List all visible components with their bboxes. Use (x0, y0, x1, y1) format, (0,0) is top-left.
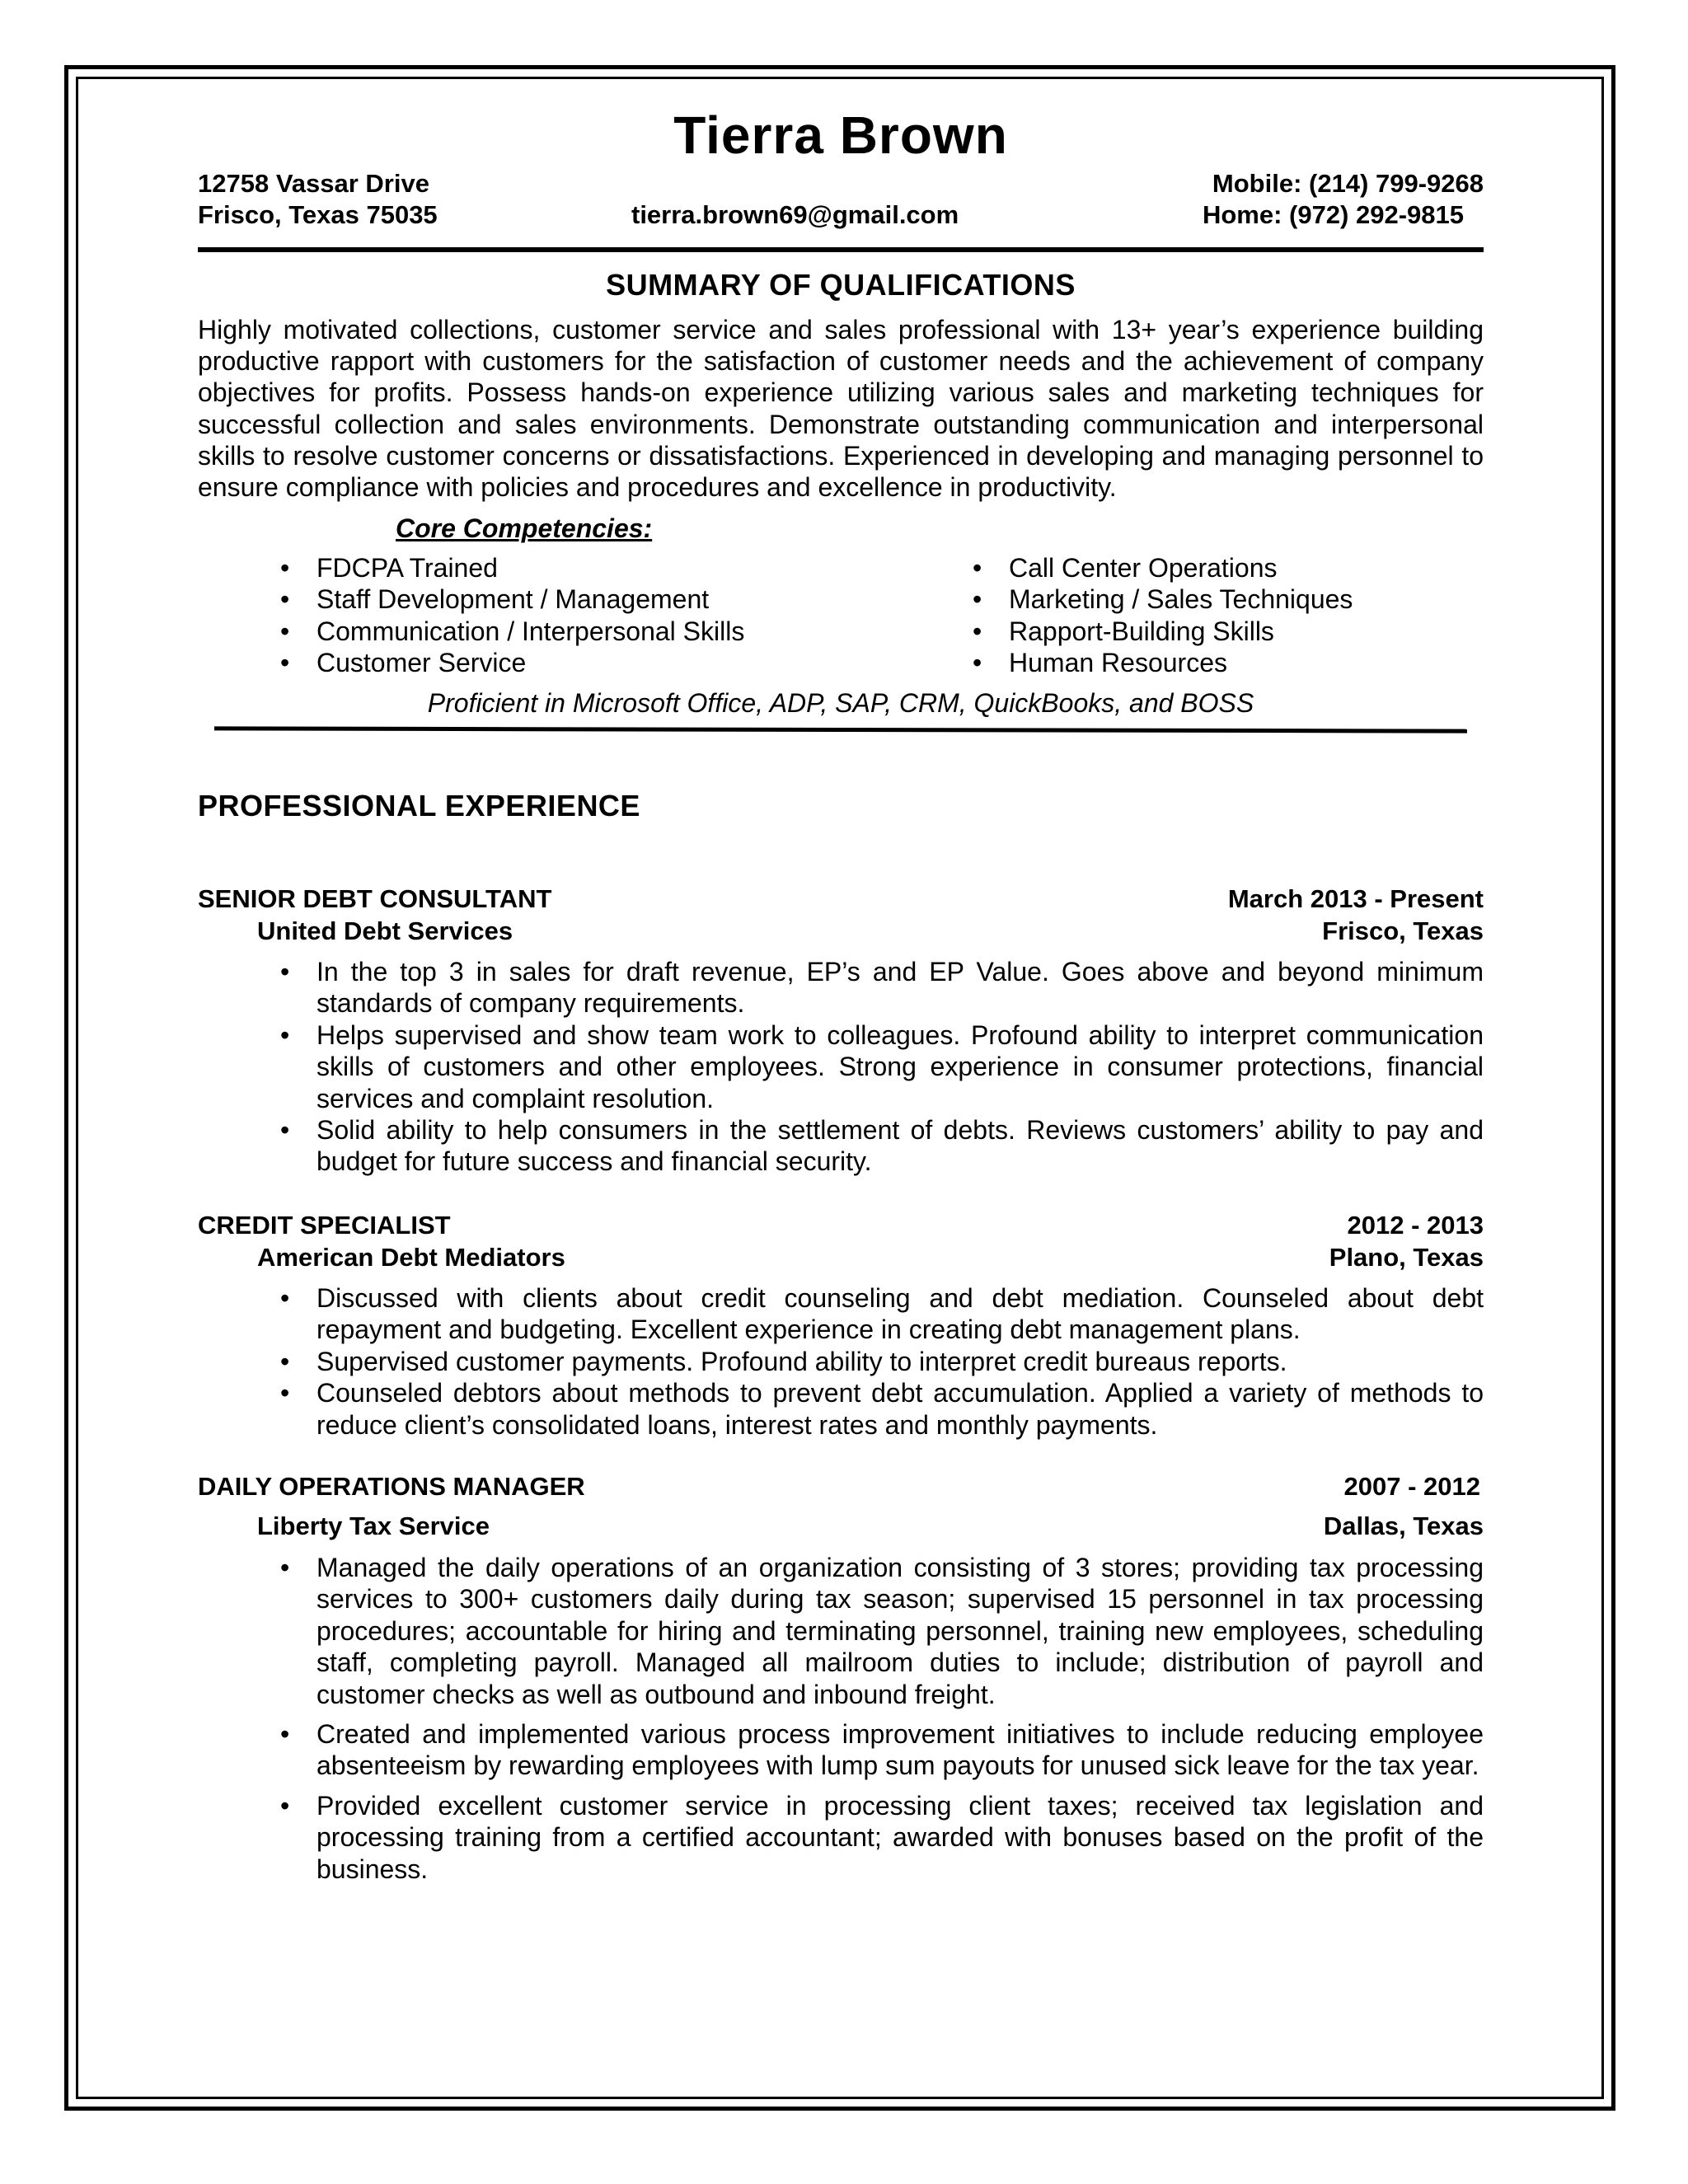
job-bullet: • In the top 3 in sales for draft revenue, EP’s and EP Value. Goes above and beyond minimum standards of company requirements. (280, 957, 1484, 1019)
summary-heading: SUMMARY OF QUALIFICATIONS (606, 268, 1076, 302)
address-line-2: Frisco, Texas 75035 (198, 200, 438, 229)
job-title: CREDIT SPECIALIST (198, 1211, 451, 1240)
job-location: Dallas, Texas (1323, 1511, 1484, 1540)
job-dates: 2007 - 2012 (1343, 1472, 1480, 1501)
job-bullets (280, 1552, 1484, 1893)
competency-item: • Call Center Operations (973, 553, 1278, 583)
job-bullet: • Provided excellent customer service in processing client taxes; received tax legislation and processing training from a certified accountant; awarded with bonuses based on the profit of the business. (280, 1790, 1484, 1884)
core-competencies-right (973, 552, 1484, 678)
competency-item: • FDCPA Trained (280, 553, 498, 583)
competency-item: • Human Resources (973, 647, 1227, 677)
software-proficiency: Proficient in Microsoft Office, ADP, SAP, CRM, QuickBooks, and BOSS (427, 688, 1254, 718)
competency-item: • Marketing / Sales Techniques (973, 584, 1353, 615)
competency-item: • Customer Service (280, 647, 527, 677)
address-line-1: 12758 Vassar Drive (198, 169, 429, 198)
competency-item: • Staff Development / Management (280, 584, 710, 615)
job-bullet: • Helps supervised and show team work to colleagues. Profound ability to interpret communication skills of customers and other employees. Strong experience in consumer protections, financial services and complaint resolution. (280, 1019, 1484, 1113)
home-phone: Home: (972) 292-9815 (1202, 200, 1464, 229)
competency-item: • Rapport-Building Skills (973, 616, 1274, 646)
company-name: American Debt Mediators (257, 1243, 565, 1272)
job-location: Frisco, Texas (1322, 916, 1484, 945)
job-bullets (280, 1282, 1484, 1441)
job-bullet: • Solid ability to help consumers in the settlement of debts. Reviews customers’ ability to pay and budget for future success and financial security. (280, 1115, 1484, 1177)
competency-item: • Communication / Interpersonal Skills (280, 616, 745, 646)
job-bullets (280, 956, 1484, 1178)
job-bullet: • Supervised customer payments. Profound ability to interpret credit bureaus reports. (280, 1346, 1287, 1376)
core-competencies-heading: Core Competencies: (396, 513, 653, 543)
company-name: Liberty Tax Service (257, 1511, 490, 1540)
job-bullet: • Counseled debtors about methods to prevent debt accumulation. Applied a variety of methods to reduce client’s consolidated loans, interest rates and monthly payments. (280, 1378, 1484, 1440)
job-bullet: • Created and implemented various process improvement initiatives to include reducing employee absenteeism by rewarding employees with lump sum payouts for unused sick leave for the tax year. (280, 1719, 1484, 1781)
experience-heading: PROFESSIONAL EXPERIENCE (198, 789, 640, 823)
job-title: SENIOR DEBT CONSULTANT (198, 884, 552, 913)
job-title: DAILY OPERATIONS MANAGER (198, 1472, 585, 1501)
header-divider (198, 247, 1484, 252)
email-address: tierra.brown69@gmail.com (631, 200, 959, 229)
job-dates: March 2013 - Present (1227, 884, 1484, 913)
job-dates: 2012 - 2013 (1347, 1211, 1484, 1240)
job-bullet: • Managed the daily operations of an organization consisting of 3 stores; providing tax processing services to 300+ customers daily during tax season; supervised 15 personnel in tax processing procedures; accountable for hiring and terminating personnel, training new employees, scheduling staff, completing payroll. Managed all mailroom duties to include; distribution of payroll and customer checks as well as outbound and inbound freight. (280, 1553, 1484, 1709)
mobile-phone: Mobile: (214) 799-9268 (1212, 169, 1484, 198)
summary-paragraph: Highly motivated collections, customer service and sales professional with 13+ year’s experience building productive rapport with customers for the satisfaction of customer needs and the achievement of company objectives for profits. Possess hands-on experience utilizing various sales and marketing techniques for successful collection and sales environments. Demonstrate outstanding communication and interpersonal skills to resolve customer concerns or dissatisfactions. Experienced in developing and managing personnel to ensure compliance with policies and procedures and excellence in productivity. (198, 315, 1484, 503)
job-bullet: • Discussed with clients about credit counseling and debt mediation. Counseled about debt repayment and budgeting. Excellent experience in creating debt management plans. (280, 1283, 1484, 1345)
candidate-name: Tierra Brown (673, 105, 1008, 165)
job-location: Plano, Texas (1329, 1243, 1484, 1272)
company-name: United Debt Services (257, 916, 513, 945)
core-competencies-left (280, 552, 959, 678)
